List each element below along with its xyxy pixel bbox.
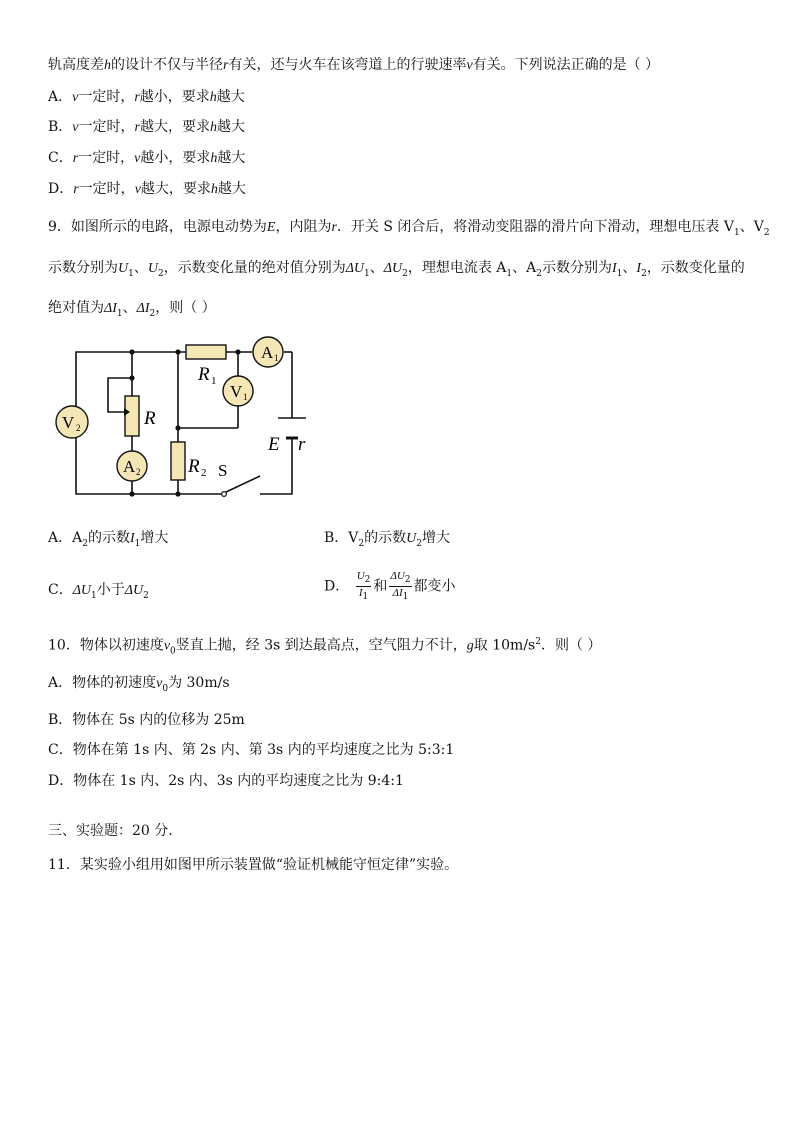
fraction-u2-over-i1: $\frac{U_2}{I_1}$ xyxy=(356,570,371,603)
label-r2: R xyxy=(188,456,200,477)
section-heading: 三、实验题：20 分. xyxy=(48,823,173,839)
resistor-r1 xyxy=(186,345,226,359)
svg-text:V: V xyxy=(230,382,243,401)
svg-text:2: 2 xyxy=(201,467,207,479)
resistor-r2 xyxy=(171,442,185,480)
q10-option-a: A．物体的初速度$v_0$为 30m/s xyxy=(48,675,230,694)
q10-stem: 10．物体以初速度$v_0$竖直上抛，经 3s 到达最高点，空气阻力不计，g取 $10m/s^2$．则（ ） xyxy=(48,637,602,657)
q10-option-c: C．物体在第 1s 内、第 2s 内、第 3s 内的平均速度之比为 5:3:1 xyxy=(48,742,455,758)
svg-text:1: 1 xyxy=(243,392,248,402)
svg-text:1: 1 xyxy=(274,353,279,363)
rheostat-r xyxy=(125,396,139,436)
q10-option-b: B．物体在 5s 内的位移为 25m xyxy=(48,712,245,728)
q8-option-d: D．r一定时，v越大，要求h越大 xyxy=(48,181,246,197)
q10-option-d: D．物体在 1s 内、2s 内、3s 内的平均速度之比为 9:4:1 xyxy=(48,773,404,789)
q8-option-b: B．v一定时，r越大，要求h越大 xyxy=(48,119,245,135)
ammeter-a2 xyxy=(117,451,147,481)
voltmeter-v2 xyxy=(56,406,88,438)
svg-text:1: 1 xyxy=(211,375,217,387)
circuit-diagram xyxy=(48,336,328,506)
svg-text:A: A xyxy=(261,343,274,362)
q9-option-d: D． $\frac{U_2}{I_1}$ 和 $\frac{\Delta U_2}{\Delta I_1}$ 都变小 xyxy=(324,570,456,603)
label-r1: R xyxy=(198,364,210,385)
label-r-internal: r xyxy=(298,434,306,455)
q9-stem-line1: 9．如图所示的电路，电源电动势为E，内阻为r．开关 S 闭合后，将滑动变阻器的滑片向下滑动，理想电压表 $V_1$、$V_2$ xyxy=(48,219,770,238)
label-switch: S xyxy=(218,461,228,480)
svg-text:2: 2 xyxy=(76,423,81,433)
q9-stem-line3: 绝对值为$\Delta I_1$、$\Delta I_2$，则（ ） xyxy=(48,300,216,319)
voltmeter-v1 xyxy=(223,376,253,406)
label-e: E xyxy=(268,434,280,455)
svg-text:V: V xyxy=(62,413,75,432)
fraction-du2-over-di1: $\frac{\Delta U_2}{\Delta I_1}$ xyxy=(390,570,411,603)
label-r: R xyxy=(144,408,156,429)
q8-option-a: A．v一定时，r越小，要求h越大 xyxy=(48,89,245,105)
q9-option-a: A．$A_2$的示数$I_1$增大 xyxy=(48,530,169,549)
svg-text:2: 2 xyxy=(136,467,141,477)
q9-stem-line2: 示数分别为$U_1$、$U_2$，示数变化量的绝对值分别为$\Delta U_1$、$\Delta U_2$，理想电流表 $A_1$、$A_2$示数分别为$I_1$、$I_2$，示数变化量的 xyxy=(48,260,745,279)
q11-stem: 11．某实验小组用如图甲所示装置做“验证机械能守恒定律”实验。 xyxy=(48,857,459,873)
svg-text:A: A xyxy=(123,457,136,476)
q9-option-c: C．$\Delta U_1$小于$\Delta U_2$ xyxy=(48,582,149,601)
q9-option-b: B．$V_2$的示数$U_2$增大 xyxy=(324,530,450,549)
q8-option-c: C．r一定时，v越小，要求h越大 xyxy=(48,150,246,166)
ammeter-a1 xyxy=(253,337,283,367)
q8-stem: 轨高度差h的设计不仅与半径r有关，还与火车在该弯道上的行驶速率v有关。下列说法正确的是（ ） xyxy=(48,57,660,73)
